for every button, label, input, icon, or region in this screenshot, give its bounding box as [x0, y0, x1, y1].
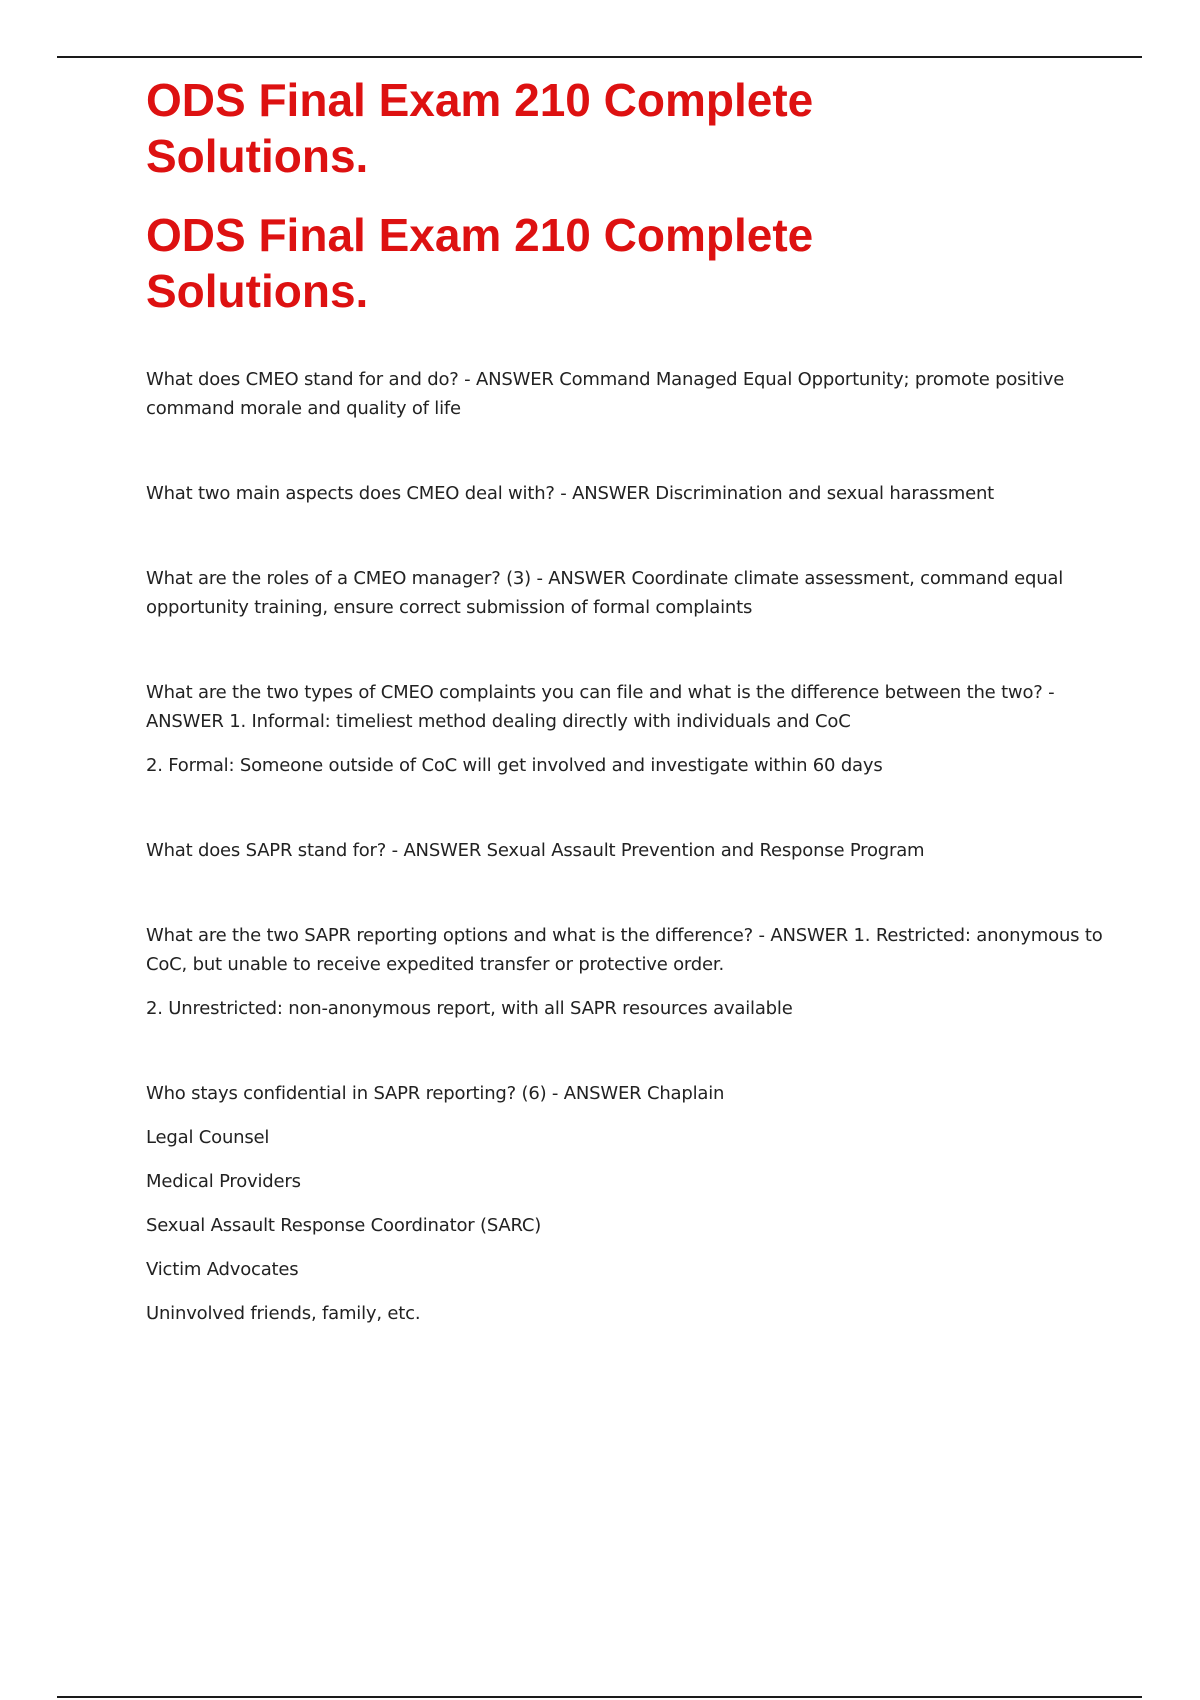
qa-paragraph: 2. Unrestricted: non-anonymous report, with all SAPR resources available — [146, 998, 793, 1019]
qa-paragraph: 2. Formal: Someone outside of CoC will get involved and investigate within 60 days — [146, 755, 883, 776]
qa-paragraph: Who stays confidential in SAPR reporting? (6) - ANSWER Chaplain — [146, 1083, 725, 1104]
page-content — [146, 72, 1106, 1328]
qa-paragraph: Sexual Assault Response Coordinator (SARC) — [146, 1215, 542, 1236]
qa-paragraph: What are the roles of a CMEO manager? (3) - ANSWER Coordinate climate assessment, command equal opportunity training, ensure correct submission of formal complaints — [146, 568, 1064, 618]
footer-rule — [57, 1696, 1142, 1698]
qa-paragraph: Uninvolved friends, family, etc. — [146, 1303, 421, 1324]
qa-paragraph: Victim Advocates — [146, 1259, 299, 1280]
qa-paragraph: Medical Providers — [146, 1171, 301, 1192]
qa-paragraph: What are the two SAPR reporting options and what is the difference? - ANSWER 1. Restricted: anonymous to CoC, but unable to receive expedited transfer or protective order. — [146, 925, 1103, 975]
header-rule — [57, 56, 1142, 58]
qa-item — [146, 564, 1106, 622]
qa-item — [146, 678, 1106, 780]
document-title-repeat: ODS Final Exam 210 Complete Solutions. — [146, 209, 814, 317]
qa-paragraph: Legal Counsel — [146, 1127, 270, 1148]
qa-paragraph: What does SAPR stand for? - ANSWER Sexual Assault Prevention and Response Program — [146, 840, 925, 861]
qa-item — [146, 479, 1106, 508]
qa-item — [146, 1079, 1106, 1328]
qa-item — [146, 921, 1106, 1023]
qa-item — [146, 836, 1106, 865]
qa-list — [146, 365, 1106, 1328]
qa-paragraph: What are the two types of CMEO complaints you can file and what is the difference between the two? - ANSWER 1. Informal: timeliest method dealing directly with individuals and CoC — [146, 682, 1055, 732]
qa-paragraph: What does CMEO stand for and do? - ANSWER Command Managed Equal Opportunity; promote positive command morale and quality of life — [146, 369, 1065, 419]
document-title: ODS Final Exam 210 Complete Solutions. — [146, 74, 814, 182]
qa-item — [146, 365, 1106, 423]
qa-paragraph: What two main aspects does CMEO deal with? - ANSWER Discrimination and sexual harassment — [146, 483, 995, 504]
